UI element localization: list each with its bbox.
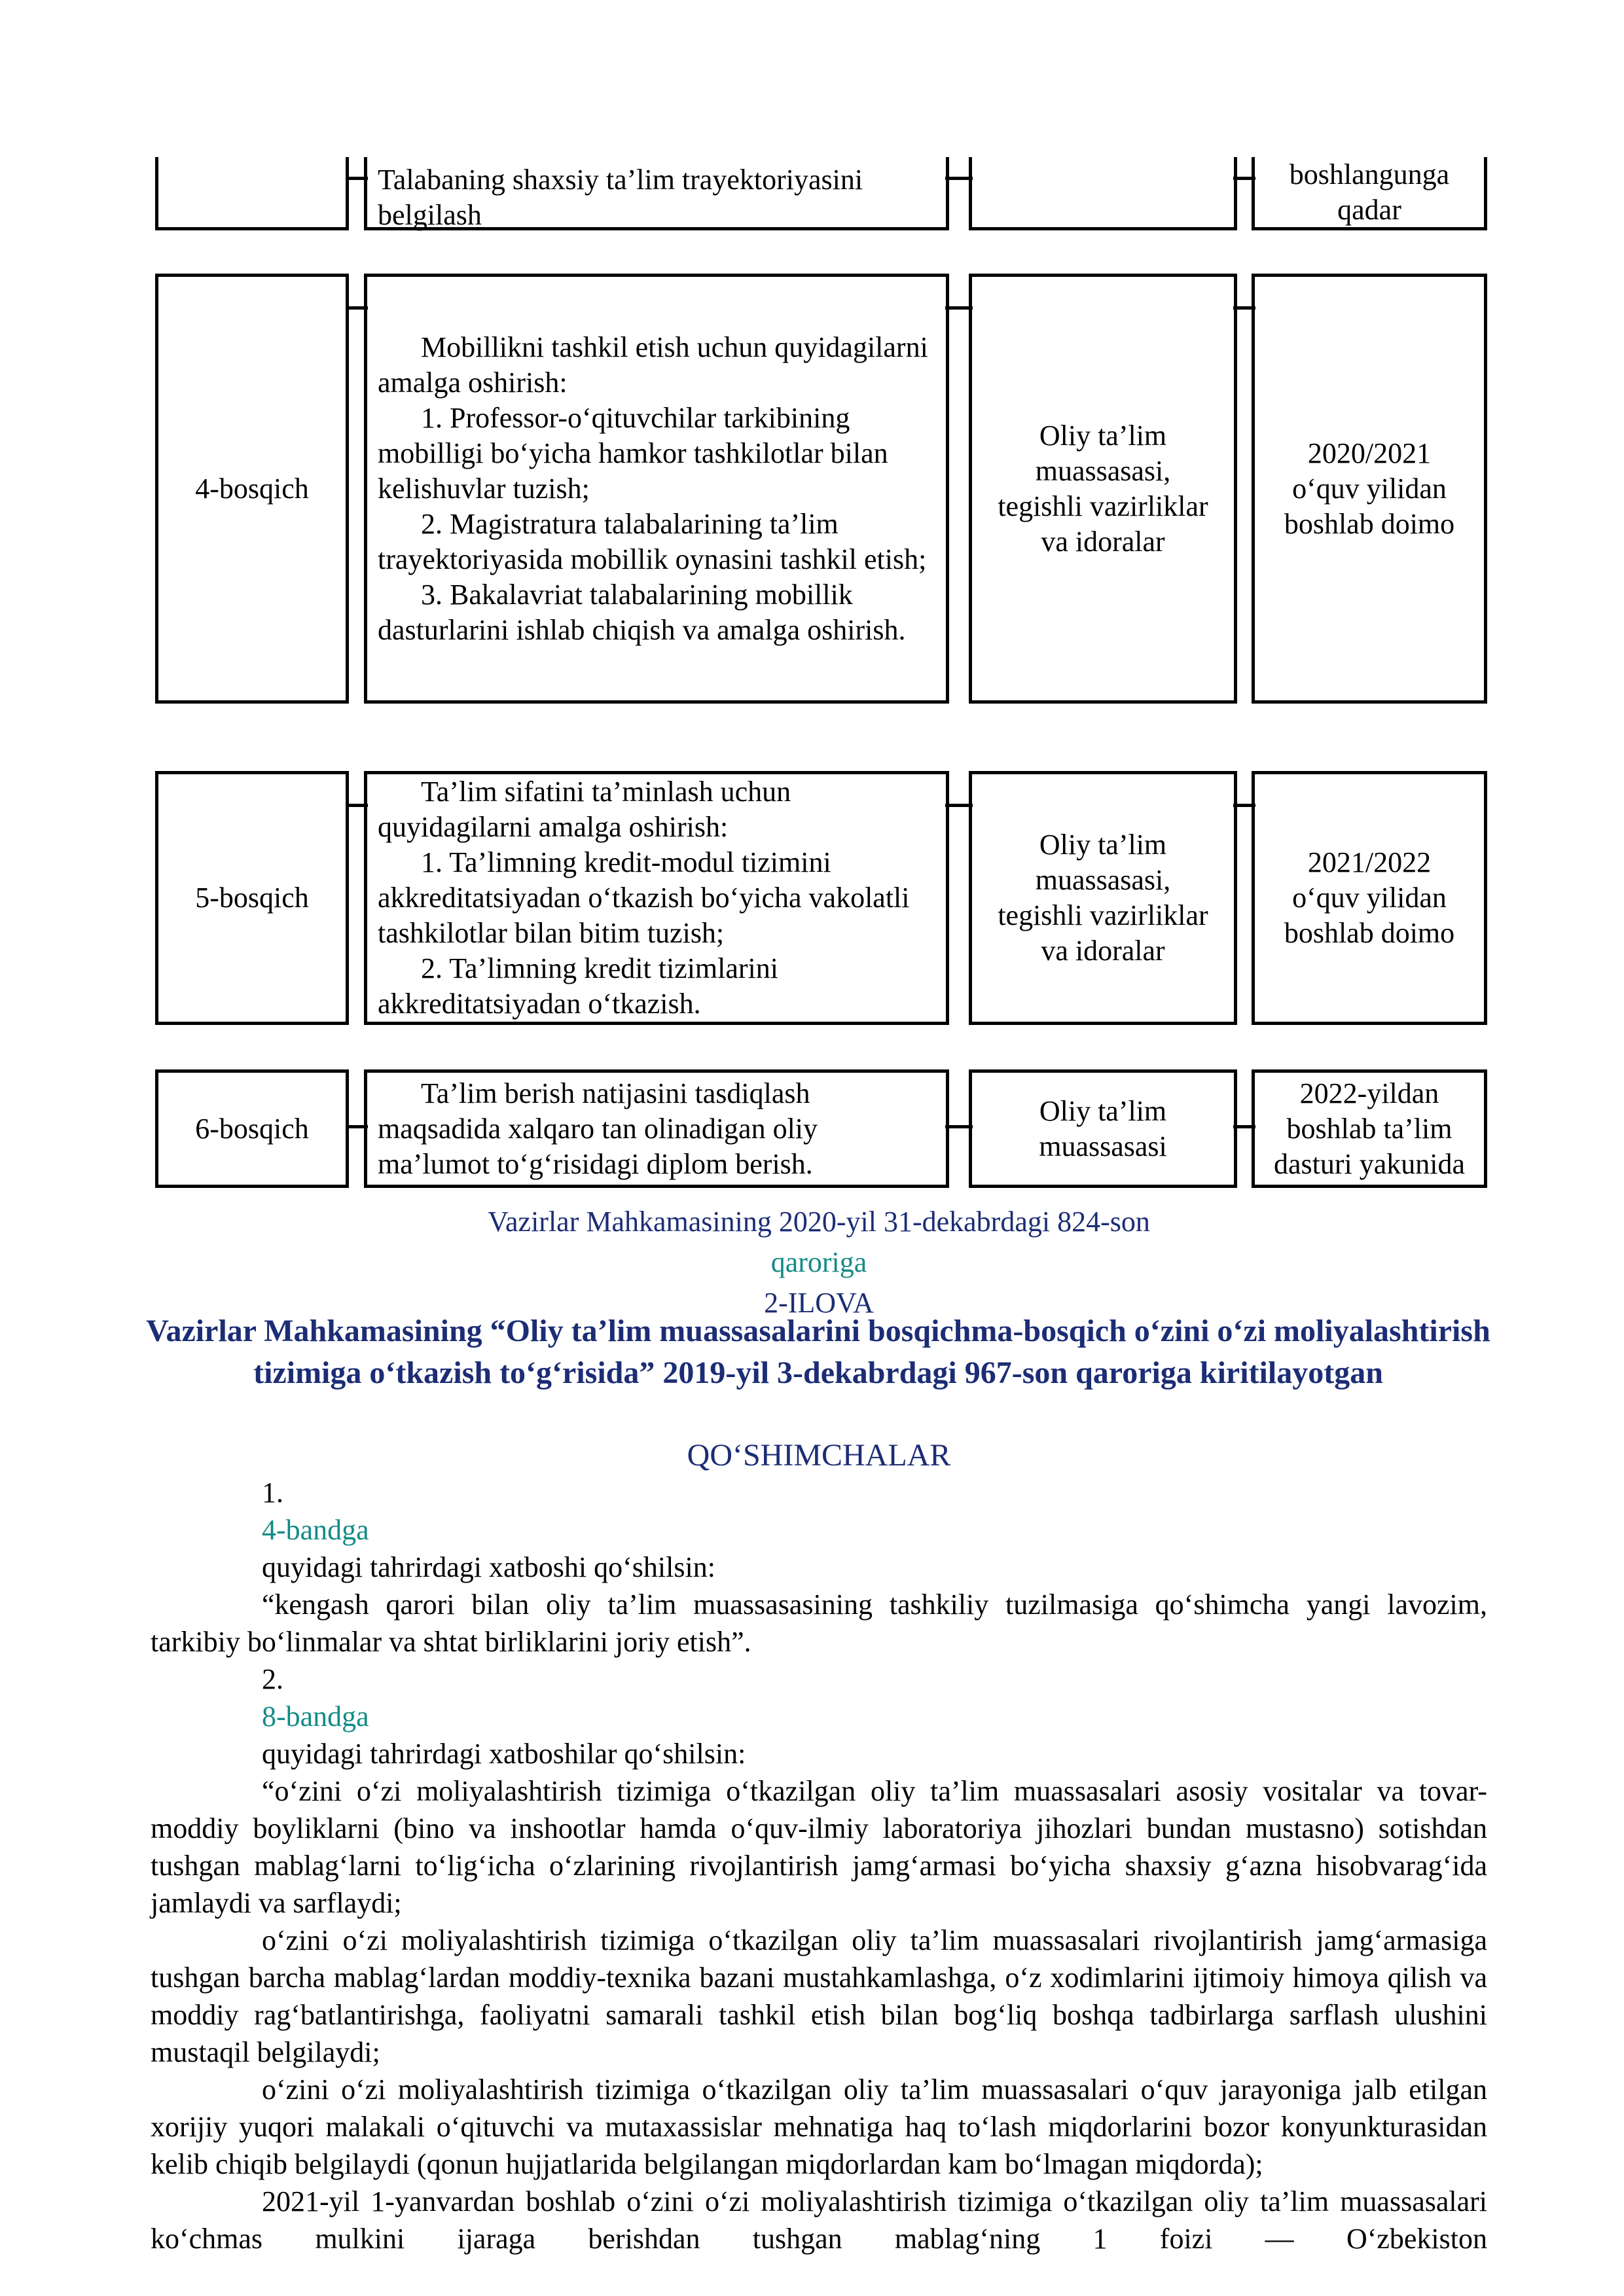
caption-text: Vazirlar Mahkamasining 2020-yil 31-dekabrdagi 824-son	[488, 1206, 1150, 1238]
body-paragraphs	[151, 1474, 1487, 2257]
body-paragraph	[151, 1660, 1487, 1772]
band-link[interactable]: 8-bandga	[262, 1700, 369, 1732]
responsible-line: muassasasi,	[1035, 864, 1171, 896]
amendment-heading: Vazirlar Mahkamasining “Oliy ta’lim muassasalarini bosqichma-bosqich oʻzini oʻzi moliyalashtirish tizimiga oʻtkazish toʻgʻrisida” 2019-yil 3-dekabrdagi 967-son qaroriga kiritilayotgan	[146, 1314, 1490, 1390]
body-paragraph	[151, 2183, 1487, 2257]
deadline-line: 2022-yildan	[1299, 1077, 1439, 1109]
table-cell-deadline	[1252, 1069, 1487, 1188]
deadline-line: qadar	[1337, 193, 1401, 226]
responsible-line: Oliy ta’lim	[1039, 419, 1167, 452]
paragraph-text: oʻzini oʻzi moliyalashtirish tizimiga oʻtkazilgan oliy ta’lim muassasalari rivojlantirish jamgʻarmasiga tushgan barcha mablagʻlardan moddiy-texnika bazani mustahkamlashga, oʻz xodimlarini ijtimoiy himoya qilish va moddiy ragʻbatlantirishga, faoliyatni samarali tashkil etish bilan bogʻliq boshqa tadbirlarga sarflash ulushini mustaqil belgilaydi;	[151, 1924, 1487, 2068]
table-cell-task	[364, 1069, 949, 1188]
paragraph-text: quyidagi tahrirdagi xatboshilar qoʻshilsin:	[262, 1738, 746, 1770]
table-cell-task	[364, 274, 949, 704]
table-cell-deadline	[1252, 157, 1487, 230]
band-link[interactable]: 4-bandga	[262, 1514, 369, 1546]
paragraph-text: 1.	[262, 1477, 283, 1509]
table-cell-responsible	[969, 157, 1237, 230]
additions-subheading: QOʻSHIMCHALAR	[687, 1438, 951, 1473]
stage-label: 5-bosqich	[195, 882, 309, 914]
responsible-line: va idoralar	[1041, 935, 1165, 967]
cell-connector-tick	[346, 1125, 368, 1128]
task-paragraph: Talabaning shaxsiy ta’lim trayektoriyasini belgilash	[378, 164, 863, 231]
responsible-line: muassasasi	[1039, 1130, 1167, 1162]
body-paragraph	[151, 1922, 1487, 2071]
annex-caption	[151, 1202, 1487, 1323]
cell-connector-tick	[1233, 804, 1255, 807]
annex-caption-line2: 2-ILOVA	[764, 1287, 874, 1319]
cell-connector-tick	[346, 177, 368, 180]
body-paragraph	[151, 1772, 1487, 1922]
table-cell-responsible	[969, 274, 1237, 704]
body-paragraph	[151, 1474, 1487, 1586]
responsible-line: tegishli vazirliklar	[998, 490, 1208, 522]
table-cell-stage	[155, 274, 349, 704]
paragraph-text: 2.	[262, 1663, 283, 1695]
deadline-line: boshlab ta’lim	[1286, 1112, 1453, 1145]
table-cell-stage	[155, 771, 349, 1025]
responsible-line: Oliy ta’lim	[1039, 1094, 1167, 1127]
cell-connector-tick	[1233, 1125, 1255, 1128]
paragraph-text: “oʻzini oʻzi moliyalashtirish tizimiga oʻtkazilgan oliy ta’lim muassasalari asosiy vositalar va tovar-moddiy boyliklarni (bino va inshootlar hamda oʻquv-ilmiy laboratoriya jihozlari bundan mustasno) sotishdan tushgan mablagʻlarni toʻligʻicha oʻzlarining rivojlantirish jamgʻarmasi boʻyicha shaxsiy gʻazna hisobvaragʻida jamlaydi va sarflaydi;	[151, 1775, 1487, 1919]
responsible-line: muassasasi,	[1035, 454, 1171, 487]
cell-connector-tick	[1233, 306, 1255, 310]
task-paragraph: Mobillikni tashkil etish uchun quyidagilarni amalga oshirish:	[378, 331, 928, 399]
responsible-line: tegishli vazirliklar	[998, 899, 1208, 931]
deadline-line: boshlab doimo	[1284, 507, 1455, 540]
responsible-line: Oliy ta’lim	[1039, 829, 1167, 861]
stage-label: 4-bosqich	[195, 472, 309, 505]
cell-connector-tick	[346, 804, 368, 807]
deadline-line: dasturi yakunida	[1273, 1147, 1466, 1180]
paragraph-text: oʻzini oʻzi moliyalashtirish tizimiga oʻtkazilgan oliy ta’lim muassasalari oʻquv jarayoniga jalb etilgan xorijiy yuqori malakali oʻqituvchi va mutaxassislar mehnatiga haq toʻlash miqdorlarini bozor konyunkturasidan kelib chiqib belgilaydi (qonun hujjatlarida belgilangan miqdorlardan kam boʻlmagan miqdorda);	[151, 2073, 1487, 2180]
annex-caption-line1	[151, 1202, 1487, 1283]
deadline-line: 2020/2021	[1307, 437, 1432, 469]
cell-connector-tick	[945, 177, 973, 180]
table-cell-deadline	[1252, 274, 1487, 704]
table-cell-task	[364, 771, 949, 1025]
decree-link[interactable]: qaroriga	[770, 1246, 867, 1278]
task-paragraph: Ta’lim sifatini ta’minlash uchun quyidagilarni amalga oshirish:	[378, 776, 791, 843]
deadline-line: 2021/2022	[1307, 846, 1432, 878]
cell-connector-tick	[945, 306, 973, 310]
cell-connector-tick	[945, 1125, 973, 1128]
deadline-line: oʻquv yilidan	[1292, 472, 1447, 505]
table-cell-task	[364, 157, 949, 230]
deadline-line: boshlab doimo	[1284, 917, 1455, 949]
task-paragraph: 1. Professor-oʻqituvchilar tarkibining mobilligi boʻyicha hamkor tashkilotlar bilan kelishuvlar tuzish;	[378, 401, 888, 505]
deadline-line: oʻquv yilidan	[1292, 882, 1447, 914]
task-paragraph: 2. Ta’limning kredit tizimlarini akkreditatsiyadan oʻtkazish.	[378, 952, 779, 1020]
table-cell-deadline	[1252, 771, 1487, 1025]
stage-label: 6-bosqich	[195, 1112, 309, 1145]
paragraph-text: “kengash qarori bilan oliy ta’lim muassasasining tashkiliy tuzilmasiga qoʻshimcha yangi lavozim, tarkibiy boʻlinmalar va shtat birliklarini joriy etish”.	[151, 1588, 1487, 1658]
paragraph-text: 2021-yil 1-yanvardan boshlab oʻzini oʻzi moliyalashtirish tizimiga oʻtkazilgan oliy ta’lim muassasalari koʻchmas mulkini ijaraga berishdan tushgan mablagʻning 1 foizi — Oʻzbekiston	[151, 2185, 1487, 2255]
task-paragraph: 2. Magistratura talabalarining ta’lim trayektoriyasida mobillik oynasini tashkil etish;	[378, 507, 927, 575]
body-paragraph	[151, 2071, 1487, 2183]
task-paragraph: Ta’lim berish natijasini tasdiqlash maqsadida xalqaro tan olinadigan oliy ma’lumot toʻgʻrisidagi diplom berish.	[378, 1077, 818, 1180]
cell-connector-tick	[1233, 177, 1255, 180]
task-paragraph: 1. Ta’limning kredit-modul tizimini akkreditatsiyadan oʻtkazish boʻyicha vakolatli tashkilotlar bilan bitim tuzish;	[378, 846, 910, 949]
table-cell-stage	[155, 157, 349, 230]
deadline-line: boshlangunga	[1289, 158, 1450, 190]
task-paragraph: 3. Bakalavriat talabalarining mobillik dasturlarini ishlab chiqish va amalga oshirish.	[378, 578, 906, 646]
cell-connector-tick	[346, 306, 368, 310]
table-cell-responsible	[969, 771, 1237, 1025]
table-cell-responsible	[969, 1069, 1237, 1188]
table-cell-stage	[155, 1069, 349, 1188]
body-paragraph	[151, 1586, 1487, 1660]
paragraph-text: quyidagi tahrirdagi xatboshi qoʻshilsin:	[262, 1551, 715, 1583]
responsible-line: va idoralar	[1041, 525, 1165, 558]
cell-connector-tick	[945, 804, 973, 807]
